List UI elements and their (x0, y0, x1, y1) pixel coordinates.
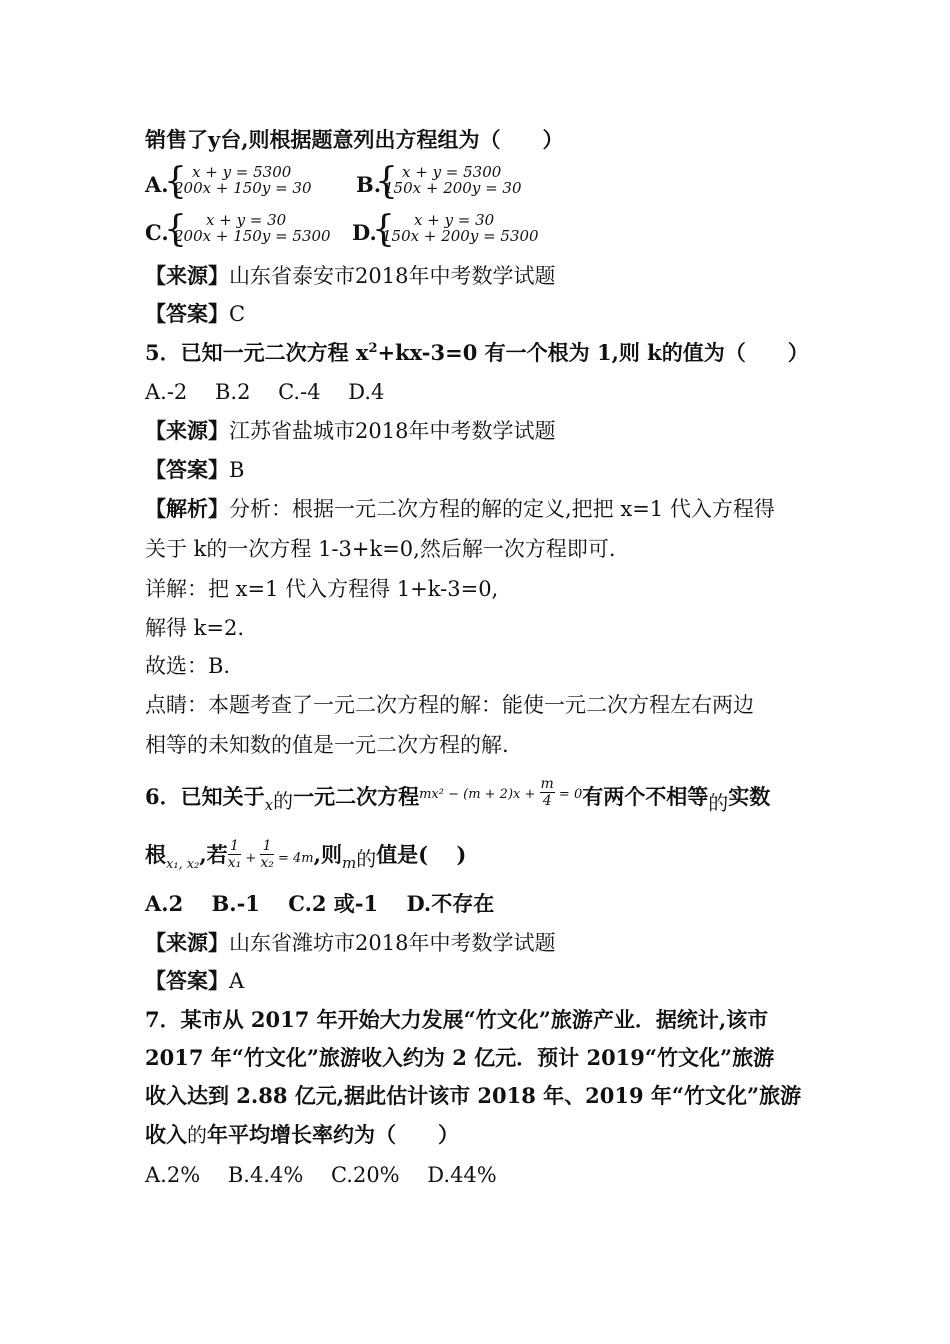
q7-stem-line-2: 2017 年“竹文化”旅游收入约为 2 亿元．预计 2019“竹文化”旅游 (145, 1045, 775, 1070)
q5-analysis-text-1: 分析：根据一元二次方程的解的定义,把把 x=1 代入方程得 (229, 497, 775, 521)
q6-options: A.2 B.-1 C.2 或-1 D.不存在 (145, 891, 495, 916)
q6-de-3: 的 (356, 847, 377, 871)
q5-comment-line-2: 相等的未知数的值是一元二次方程的解. (145, 733, 509, 757)
q4-option-b-eq1: x + y = 5300 (402, 163, 502, 181)
q6-source-tag: 【来源】 (145, 930, 229, 955)
q6-line2-b: ,若 (199, 842, 228, 867)
q6-answer-text: A (229, 969, 245, 993)
q6-line2-d: 值是( ) (376, 842, 467, 867)
q6-stem-d: 实数 (728, 784, 771, 809)
q4-option-c-label: C. (145, 220, 169, 245)
q6-source-text: 山东省潍坊市2018年中考数学试题 (229, 931, 556, 955)
q7-de: 的 (187, 1123, 207, 1147)
q4-option-c-eq1: x + y = 30 (206, 211, 287, 229)
q5-detail-line-1: 详解：把 x=1 代入方程得 1+k-3=0, (145, 577, 499, 601)
q6-plus: + (241, 851, 261, 866)
q6-eq-tail: = 0 (554, 787, 583, 802)
q7-line-4a: 收入 (145, 1122, 187, 1147)
q6-answer (145, 967, 244, 995)
q4-option-a-eq2: 200x + 150y = 30 (174, 179, 312, 197)
q5-stem-b: +kx-3=0 有一个根为 1,则 k的值为（ ） (377, 340, 809, 365)
q6-source (145, 929, 555, 957)
q6-eq-frac-num: m (540, 776, 554, 792)
q4-answer (145, 300, 245, 328)
q6-de-1: 的 (273, 789, 294, 813)
q6-var-x: x (264, 796, 274, 814)
q4-answer-tag: 【答案】 (145, 301, 229, 326)
q5-detail-line-2: 解得 k=2. (145, 616, 245, 640)
q6-f1-num: 1 (228, 838, 242, 855)
q4-source (145, 262, 555, 290)
q5-analysis-tag: 【解析】 (145, 496, 229, 521)
q6-stem-c: 有两个不相等 (582, 784, 709, 809)
q4-stem: 销售了y台,则根据题意列出方程组为（ ） (145, 127, 564, 152)
q5-stem-a: 5．已知一元二次方程 x (145, 340, 369, 365)
q5-answer-text: B (229, 458, 245, 482)
q4-option-a-label: A. (145, 172, 169, 197)
q7-stem-line-1: 7．某市从 2017 年开始大力发展“竹文化”旅游产业．据统计,该市 (145, 1007, 769, 1032)
q4-source-tag: 【来源】 (145, 263, 229, 288)
q5-source-text: 江苏省盐城市2018年中考数学试题 (229, 419, 556, 443)
q6-stem-line-2 (145, 840, 466, 873)
q6-line2-c: ,则 (313, 842, 342, 867)
q5-stem-sup: 2 (368, 341, 378, 356)
q4-option-a-brace: { (164, 161, 187, 202)
q4-option-b-eq2: 150x + 200y = 30 (384, 179, 522, 197)
q5-answer (145, 456, 244, 484)
q4-source-text: 山东省泰安市2018年中考数学试题 (229, 264, 556, 288)
q6-var-m: m (341, 854, 357, 872)
q6-de-2: 的 (708, 791, 729, 815)
q5-source (145, 417, 555, 445)
q5-answer-tag: 【答案】 (145, 457, 229, 482)
q4-option-b-brace: { (375, 161, 398, 202)
q6-f2-den: x₂ (260, 855, 274, 871)
q7-options: A.2% B.4.4% C.20% D.44% (145, 1163, 497, 1187)
q6-f1-den: x₁ (227, 855, 242, 871)
q5-detail-line-3: 故选：B. (145, 654, 231, 678)
q5-options: A.-2 B.2 C.-4 D.4 (145, 380, 385, 404)
q4-option-c-brace: { (164, 209, 187, 250)
q6-eq-rhs: = 4m (273, 851, 314, 866)
q4-option-a-eq1: x + y = 5300 (192, 163, 292, 181)
q4-option-d-label: D. (352, 220, 377, 245)
q4-option-d-brace: { (372, 209, 395, 250)
q6-equation: mx² − (m + 2)x + (419, 787, 540, 802)
q6-stem-a: 6．已知关于 (145, 784, 265, 809)
q6-stem-line-1 (145, 776, 771, 815)
q7-stem-line-4 (145, 1121, 459, 1149)
q6-equation-fraction (540, 776, 555, 809)
q6-answer-tag: 【答案】 (145, 968, 229, 993)
q6-line2-a: 根 (145, 842, 166, 867)
q7-line-4c: 年平均增长率约为（ ） (207, 1122, 459, 1147)
q5-analysis-line-1 (145, 495, 775, 523)
q5-source-tag: 【来源】 (145, 418, 229, 443)
q4-option-d-eq1: x + y = 30 (414, 211, 495, 229)
q6-roots: x₁, x₂ (166, 857, 200, 872)
q6-fraction-2 (260, 838, 274, 871)
q4-option-c-eq2: 200x + 150y = 5300 (174, 227, 331, 245)
q6-stem-b: 一元二次方程 (293, 784, 420, 809)
q4-option-b-label: B. (356, 172, 382, 197)
q6-f2-num: 1 (260, 838, 274, 855)
q5-analysis-line-2: 关于 k的一次方程 1-3+k=0,然后解一次方程即可. (145, 537, 616, 561)
q6-fraction-1 (228, 838, 242, 871)
q5-stem (145, 339, 809, 367)
q7-stem-line-3: 收入达到 2.88 亿元,据此估计该市 2018 年、2019 年“竹文化”旅游 (145, 1083, 802, 1108)
q4-answer-text: C (229, 302, 246, 326)
q4-option-d-eq2: 150x + 200y = 5300 (382, 227, 539, 245)
q6-eq-frac-den: 4 (542, 793, 552, 809)
q5-comment-line-1: 点睛：本题考查了一元二次方程的解：能使一元二次方程左右两边 (145, 693, 754, 717)
